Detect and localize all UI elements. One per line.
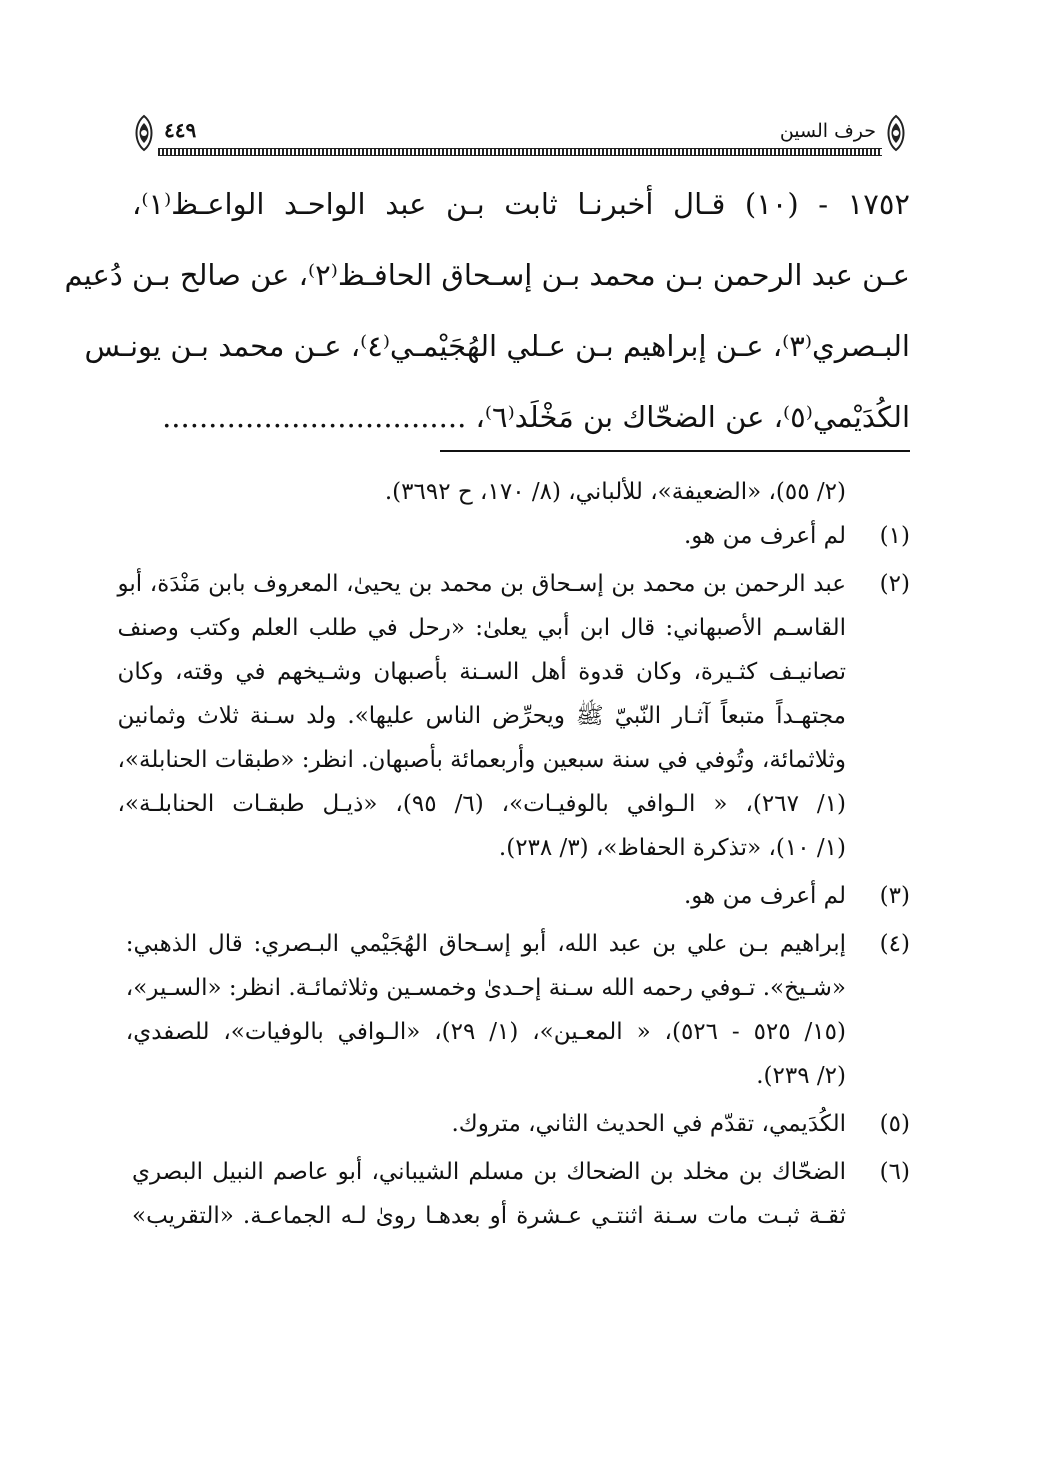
footnote-number: (٦) [879,1159,910,1185]
footnote-line: (١/ ١٠)، «تذكرة الحفاظ»، (٣/ ٢٣٨). [498,835,846,861]
footnote-line: الضحّاك بن مخلد بن الضحاك بن مسلم الشيباني، أبو عاصم النبيل البصري [132,1159,846,1185]
footnote-carryover: (٢/ ٥٥)، «الضعيفة»، للألباني، (٨/ ١٧٠، ح ٣٦٩٢). [384,479,846,505]
footnote-line: (١/ ٢٦٧)، « الـوافي بالوفيـات»، (٦/ ٩٥)، «ذيـل طبقـات الحنابلـة»، [117,791,847,817]
footnote-number: (١) [879,523,910,549]
footnote-line: وثلاثمائة، وتُوفي في سنة سبعين وأربعمائة بأصبهان. انظر: «طبقات الحنابلة»، [117,747,846,773]
main-text-line: الكُدَيْمي⁽٥⁾، عن الضحّاك بن مَخْلَد⁽٦⁾، ................................. [162,400,910,434]
main-text-line: عـن عبد الرحمن بـن محمد بـن إسـحاق الحافـظ⁽٢⁾، عن صالح بـن دُعيم [64,258,910,292]
ornament-icon [880,114,912,152]
footnote-line: مجتهـداً متبعاً آثـار النّبيّ ﷺ ويحرِّض الناس عليها». ولد سـنة ثلاث وثمانين [117,703,846,729]
footnote-number: (٤) [879,931,910,957]
footnote [125,922,910,1098]
footnote [117,562,910,870]
main-text-line: ١٧٥٢ - (١٠) قـال أخبرنـا ثابت بـن عبد الواحـد الواعـظ⁽١⁾، [132,187,910,221]
page-header [128,112,912,160]
footnote-line: ثقـة ثبـت مات سـنة اثنتـي عـشرة أو بعدهـا روىٰ لـه الجماعـة. «التقريب» [132,1203,846,1229]
footnote [132,514,910,558]
footnote-separator [440,450,910,452]
footnote-line: (١٥/ ٥٢٥ - ٥٢٦)، « المعـين»، (١/ ٢٩)، «الـوافي بالوفيات»، للصفدي، [125,1019,846,1045]
running-title: حرف السين [779,120,876,142]
footnote-line: عبد الرحمن بن محمد بن إسـحاق بن محمد بن يحيىٰ، المعروف بابن مَنْدَة، أبو [117,571,846,597]
footnote-number: (٣) [879,883,910,909]
footnote-line: «شـيخ». تـوفي رحمه الله سـنة إحـدىٰ وخمسـين وثلاثمائـة. انظر: «السـير»، [125,975,846,1001]
footnote [132,874,910,918]
footnote-line: تصانيـف كثـيرة، وكان قدوة أهل السـنة بأصبهان وشـيخهم في وقته، وكان [117,659,846,685]
footnote-line: إبراهيم بـن علي بن عبد الله، أبو إسـحاق الهُجَيْمي البـصري: قال الذهبي: [125,931,846,957]
ornament-icon [128,114,160,152]
main-text [64,180,910,464]
footnote [132,1102,910,1146]
footnote-line: لم أعرف من هو. [683,523,846,549]
footnote-number: (٥) [879,1111,910,1137]
footnote-line: لم أعرف من هو. [683,883,846,909]
footnote-line: القاسـم الأصبهاني: قال ابن أبي يعلىٰ: «رحل في طلب العلم وكتب وصنف [117,615,846,641]
main-text-line: البـصري⁽٣⁾، عـن إبراهيم بـن عـلي الهُجَيْمـي⁽٤⁾، عـن محمد بـن يونـس [84,329,910,363]
footnote-line: الكُدَيمي، تقدّم في الحديث الثاني، متروك. [451,1111,846,1137]
footnotes [117,470,910,1242]
page-number: ٤٤٩ [164,118,197,142]
footnote-number: (٢) [879,571,910,597]
footnote [132,1150,910,1238]
header-rule [158,148,882,156]
footnote-line: (٢/ ٢٣٩). [756,1063,846,1089]
